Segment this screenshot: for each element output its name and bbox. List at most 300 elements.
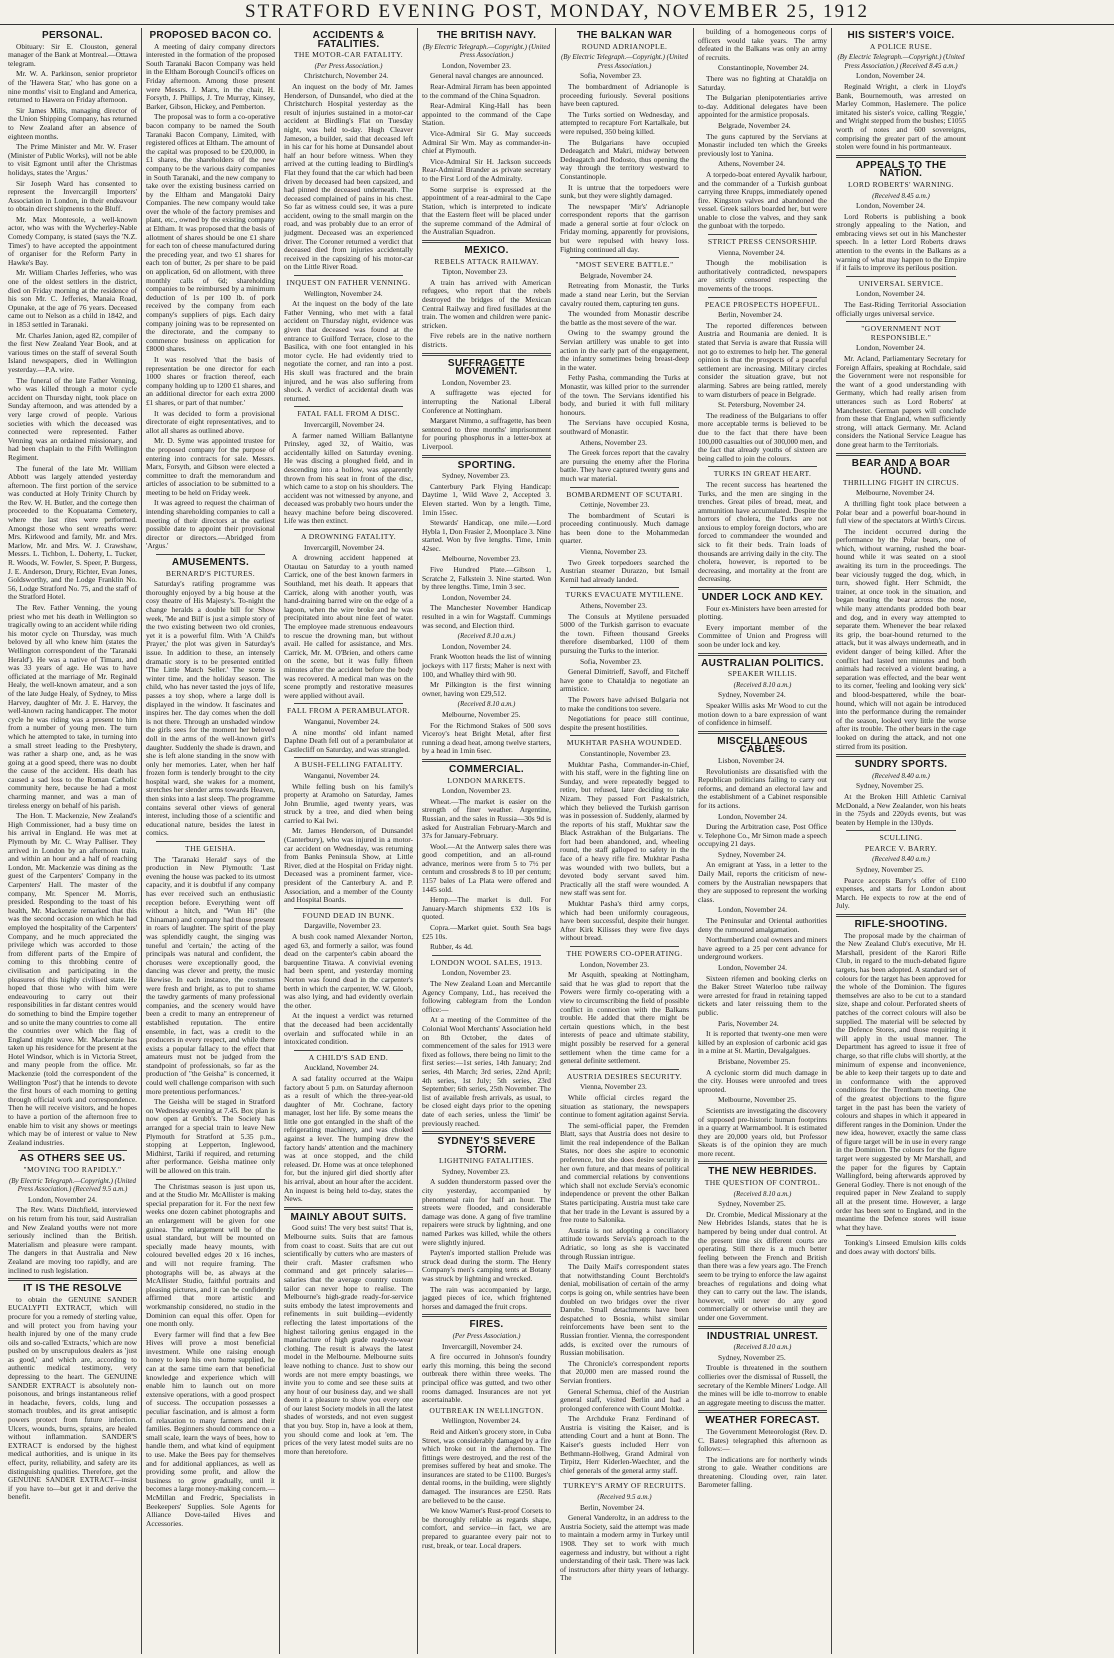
article-paragraph: Lord Roberts is publishing a book strongly appealing to the Nation, and embracing views set out in his Manchester speech. In a letter Lord Roberts draws attention to the events in the Balkans as a warning of what may happen to the Empire if it fails to improve its perilous position. xyxy=(836,211,966,273)
article-paragraph: The guns captured by the Servians at Monastir included ten which the Greeks previously lost to Yanina. xyxy=(698,131,827,158)
article-paragraph: A meeting of dairy company directors interested in the formation of the proposed South Taranaki Bacon Company was held in the Eltham Borough Council's offices on Friday afternoon. Among those present were Messrs. J. Marx, in the chair, H. Forsyth, J. Phillips, J. Tre Murray, Kinsey, Barker, Gibson, Hickey, and Pemberton. xyxy=(146,41,275,111)
dateline: Sydney, November 23. xyxy=(442,471,510,481)
dateline: Athens, November 23. xyxy=(580,601,647,611)
article-paragraph: Rear-Admiral Jirram has been appointed to the command of the China Squadron. xyxy=(422,81,551,100)
article-headline: SUFFRAGETTE MOVEMENT. xyxy=(447,357,526,378)
article-paragraph: The Bulgarians have occupied Dedeagatch and Makri, midway between Dedeagatch and Rodosto, thus opening the way through the territory westward to Constantinople. xyxy=(560,137,689,181)
article-paragraph: There was no fighting at Chataldja on Saturday. xyxy=(698,73,827,92)
section-divider xyxy=(836,754,966,757)
article-paragraph: At a meeting of the Committee of the Colonial Wool Merchants' Association held on 8th October, the dates of commencement of the sales for 1913 were fixed as follows, there being no limit to the first series:—1st series, 14th January; 2nd series, 4th March; 3rd series, 22nd April; 4th series, 1st July; 5th series, 23rd September; 6th series, 25th November. The list of available fresh arrivals, as usual, to be closed eight days prior to the opening date of each series, unless the 'limit' be previously reached. xyxy=(422,1015,551,1128)
article-headline: INDUSTRIAL UNREST. xyxy=(706,1330,819,1342)
article-paragraph: The semi-official paper, the Fremden Blatt, says that Austria does not desire to limit the real independence of the Balkan States, nor does she aspire to economic preference, but she does desire security in her own future, and that means of political and commercial relations by conventions which shall not exclude Servia's economic independence or prevent the other Balkan States participating. Austria must take care that her trade in the Levant is assured by a free route to Salonika. xyxy=(560,1120,689,1225)
dateline: London, November 24. xyxy=(856,201,925,211)
article-headline: BEAR AND A BOAR HOUND. xyxy=(851,457,951,478)
article-subheading: SCULLING. xyxy=(879,833,923,843)
dateline: London, November 23. xyxy=(442,968,511,978)
article-paragraph: The Archduke Franz Ferdinand of Austria is visiting the Kaiser, and is attending Court and a hunt at Bonn. The Kaiser's guests included Herr von Bethmann-Hollweg, Grand Admiral von Tirpitz, Herr Kiderlen-Waechter, and the chief generals of the general army staff. xyxy=(560,1414,689,1475)
masthead: STRATFORD EVENING POST, MONDAY, NOVEMBER 25, 1912 xyxy=(0,0,1114,25)
column-5 xyxy=(556,28,694,1654)
dateline: Athens, November 23. xyxy=(580,437,647,447)
article-subheading: FOUND DEAD IN BUNK. xyxy=(302,910,395,920)
article-subheading: ROUND ADRIANOPLE. xyxy=(581,41,668,51)
dateline: London, November 24. xyxy=(442,641,511,651)
article-subheading: A POLICE RUSE. xyxy=(869,41,933,51)
article-paragraph: Mr. James Henderson, of Dunsandel (Canterbury), who was injured in a motor-car accident on Wednesday, was returning from Banks Peninsula Show, at Little River, died at the Hospital on Friday night. Deceased was a prominent farmer, vice-president of the Canterbury A. and P. Association, and a member of the County and Hospital Boards. xyxy=(284,826,413,905)
article-paragraph: The East-Riding Territorial Association officially urges universal service. xyxy=(836,300,966,318)
article-paragraph: The Manchester November Handicap resulted in a win for Wagstaff. Cummings was second, and Election third. xyxy=(422,603,551,630)
section-divider xyxy=(284,1207,413,1210)
article-paragraph: Pearce accepts Barry's offer of £100 expenses, and starts for London about March. He expects to row at the end of July. xyxy=(836,875,966,911)
article-paragraph: Retreating from Monastir, the Turks made a stand near Lerin, but the Servian cavalry routed them, capturing ten guns. xyxy=(560,281,689,308)
newspaper-page xyxy=(4,28,1110,1654)
dateline: Athens, November 24. xyxy=(718,159,785,169)
dateline: Sydney, November 23. xyxy=(442,1166,510,1176)
article-headline: MEXICO. xyxy=(464,245,509,257)
press-credit: (Received 9.5 a.m.) xyxy=(597,1493,652,1502)
article-paragraph: At the inquest a verdict was returned that the deceased had been accidentally overlain and suffocated while in an intoxicated condition. xyxy=(284,1011,413,1047)
press-credit: (Received 8.40 a.m.) xyxy=(872,771,930,780)
article-paragraph: For the Richmond Stakes of 500 sovs Viceroy's heat Bright Metal, after first running a dead heat, among twelve starters, by a head in 1min 6sec. xyxy=(422,720,551,756)
article-paragraph: Canterbury Park Flying Handicap: Daytime 1, Wild Wave 2, Accepted 3. Eleven started. Won by a length. Time, 1min 15sec. xyxy=(422,481,551,517)
section-rule xyxy=(294,275,403,276)
section-rule xyxy=(570,946,679,947)
article-subheading: REBELS ATTACK RAILWAY. xyxy=(434,256,539,266)
article-paragraph: Mr. Charles Janion, aged 82, compiler of the first New Zealand Year Book, and at various times on the staff of several South Island newspapers, died in Wellington yesterday.—P.A. wire. xyxy=(8,330,137,374)
article-paragraph: Payten's imported stallion Prelude was struck dead during the storm. The Henry Company's men's camping tents at Botany was struck by lightning and wrecked. xyxy=(422,1248,551,1283)
article-paragraph: The Hon. T. Mackenzie, New Zealand's High Commissioner, had a busy time on his arrival in England. He was met at Plymouth by Mr. C. Wray Palliser. They arrived in London by an afternoon train, and within an hour and a half of reaching London, Mr. Mackenzie was dining as the guest of the Carpenters' Company in the Carpenters' Hall. The master of the company, Mr. Spencer M. Morris, presided. Responding to the toast of his health, Mr. Mackenzie remarked that this was the second occasion on which he had employed the hospitality of the Carpenters' Company, and he much appreciated the privilege which was accorded to those from different parts of the Empire of coming to this throbbing centre of civilisation and participating in the pleasures of this highly civilised state. He hoped that those who with him were endeavouring to carry out their responsibilities in far distant centres would do something to bind the Empire together and so unite the many countries to come all the countries over which the flag of England might wave. Mr. Mackenzie has taken up his residence for the present at the Hotel Windsor, which is in Victoria Street, and many people from the office. Mr. Mackenzie (told the correspondent of the Wellington 'Post') that he intends to devote the first hours of each morning to getting through official work and correspondence. Then he will receive visitors, and he hopes to have a portion of the afternoon free to enable him to visit any shows or meetings which may be of interest or value to New Zealand industries. xyxy=(8,811,137,1147)
column-3 xyxy=(280,28,418,1654)
section-rule xyxy=(294,908,403,909)
article-subheading: PEACE PROSPECTS HOPEFUL. xyxy=(704,299,821,309)
dateline: Cettinje, November 23. xyxy=(580,500,650,510)
press-credit: (Per Press Association.) xyxy=(314,61,383,70)
section-rule xyxy=(708,234,817,235)
article-paragraph: Vice-Admiral Sir H. Jackson succeeds Rear-Admiral Brander as private secretary to the First Lord of the Admiralty. xyxy=(422,156,551,183)
section-rule xyxy=(570,1478,679,1479)
article-paragraph: Every farmer will find that a few Bee Hives will prove a most beneficial investment. While one raising enough honey to keep his own home supplied, he can at the same time earn that beneficial knowledge and experience which will enable him to launch out on more extensive operations, with a good prospect of success. The occupation possesses a peculiar fascination, and is almost a form of relaxation to many farmers and their families. Beginners should commence on a small scale, learn the ways of bees, how to handle them, and what kind of equipment to use. Make the Bees pay for themselves and for additional appliances, as well as providing some profit, and allow the business to grow gradually, until it becomes a large money-making concern.—McMillan and Fredric, Specialists in Beekeepers' Supplies. Sole Agents for Alliance Dove-tailed Hives and Accessories. xyxy=(146,1329,275,1528)
article-subheading: "MOVING TOO RAPIDLY." xyxy=(23,1165,122,1174)
dateline: Melbourne, November 24. xyxy=(856,488,935,498)
article-paragraph: Mr. W. A. Parkinson, senior proprietor of the 'Hawera Star,' who has gone on a nine months' visit to England and America, returned to Hawera on Friday afternoon. xyxy=(8,69,137,105)
dateline: Constantinople, November 23. xyxy=(580,748,671,758)
dateline: Sydney, November 25. xyxy=(856,781,924,791)
column-6 xyxy=(694,28,832,1654)
article-paragraph: A torpedo-boat entered Ayvalik harbour, and the commander of a Turkish gunboat carrying three Krupps, immediately opened fire. Kingston valves and abandoned the vessel. Greek sailors boarded her, but were unable to close the valves, and they sank the gunboat with the torpedo. xyxy=(698,169,827,231)
article-paragraph: It is reported that twenty-one men were killed by an explosion of carbonic acid gas in a mine at St. Martin, Devalgalgues. xyxy=(698,1029,827,1056)
article-paragraph: Revolutionists are dissatisfied with the Republican politicians failing to carry out reforms, and demand an electoral law and the establishment of a Cabinet responsible for its actions. xyxy=(698,766,827,810)
article-headline: AUSTRALIAN POLITICS. xyxy=(701,657,824,669)
article-subheading: THE QUESTION OF CONTROL. xyxy=(704,1178,821,1188)
article-headline: COMMERCIAL. xyxy=(449,763,524,775)
article-paragraph: Mr. Max Montesole, a well-known actor, who was with the Wycherley-Nable Comedy Company, is stated (says the 'N.Z. Times') to have accepted the appointment of organiser for the Reform Party in Hawke's Bay. xyxy=(8,214,137,267)
article-paragraph: A cyclonic storm did much damage in the city. Houses were unroofed and trees uprooted. xyxy=(698,1067,827,1094)
article-paragraph: The bombardment of Scutari is proceeding continuously. Much damage has been done to the Mohammedan quarter. xyxy=(560,510,689,546)
article-subheading: STRICT PRESS CENSORSHIP. xyxy=(707,237,818,247)
article-paragraph: An emigrant at Yass, in a letter to the Daily Mail, reports the criticism of new-comers by the Australian newspapers that they are supposed to represent the working class. xyxy=(698,860,827,904)
press-credit: (Received 8.10 a.m.) xyxy=(733,1343,792,1352)
article-paragraph: A drowning accident happened at Otautau on Saturday to a youth named Carrick, one of the best known farmers in Southland, met his death. It appears that Carrick, along with another youth, was hand-draining barred wire on the edge of a lagoon, when the wire broke and he was precipitated into about nine feet of water. The employee made strenuous endeavours to rescue the drowning man, but without avail. He called for assistance, and Mrs. Carrick, Mr. M. O'Brien, and others came on the scene, but it was fully fifteen minutes after the accident before the body was recovered. A medical man was on the scene promptly and restorative measures were applied without avail. xyxy=(284,553,413,700)
section-divider xyxy=(422,240,551,243)
section-rule xyxy=(570,487,679,488)
dateline: Wellington, November 24. xyxy=(304,288,383,298)
article-paragraph: Scientists are investigating the discovery of supposed pre-historic human footprints in a quarry at Warrnambool. It is estimated they are 20,000 years old, but Professor Skeats is of the opinion they are much more recent. xyxy=(698,1105,827,1158)
article-paragraph: Northumberland coal owners and miners have agreed to a 25 per cent advance for underground workers. xyxy=(698,935,827,962)
press-credit: (By Electric Telegraph.—Copyright.) (United Press Association.) xyxy=(560,53,689,70)
article-paragraph: Obituary: Sir E. Clouston, general manager of the Bank at Montreal.—Ottawa telegram. xyxy=(8,41,137,68)
article-subheading: LIGHTNING FATALITIES. xyxy=(439,1156,534,1166)
article-paragraph: During the Arbitration case, Post Office v. Telephone Co., Mr Simon made a speech occupying 21 days. xyxy=(698,822,827,849)
article-paragraph: The newspaper 'Mir's' Adrianople correspondent reports that the garrison made a general sortie at four o'clock on Friday morning, apparently for provisions, but were repulsed with heavy loss. Fighting continued all day. xyxy=(560,201,689,254)
article-headline: SYDNEY'S SEVERE STORM. xyxy=(437,1136,536,1156)
dateline: London, November 24. xyxy=(718,963,787,972)
article-subheading: OUTBREAK IN WELLINGTON. xyxy=(429,1405,544,1415)
dateline: Invercargill, November 24. xyxy=(442,1341,523,1351)
section-divider xyxy=(8,1278,137,1281)
dateline: Christchurch, November 24. xyxy=(304,71,389,81)
article-paragraph: Reid and Aitken's grocery store, in Cuba Street, was considerably damaged by a fire which broke out in the afternoon. The fittings were destroyed, and the rest of the premises suffered by heat and smoke. The insurances are stated to be £1100. Burges's dental rooms, in the building, were slightly damaged. The insurances are £250. Rats are believed to be the cause. xyxy=(422,1426,551,1505)
section-rule xyxy=(708,466,817,467)
section-divider xyxy=(422,353,551,356)
section-rule xyxy=(708,297,817,298)
press-credit: (Received 8.45 a.m.) xyxy=(872,191,930,200)
section-rule xyxy=(570,587,679,588)
section-rule xyxy=(846,321,956,322)
article-paragraph: General Schemua, chief of the Austrian general staff, visited Berlin and had a prolonged conference with Count Moltke. xyxy=(560,1386,689,1413)
article-subheading: SPEAKER WILLIS. xyxy=(727,669,798,679)
article-paragraph: The recent success has heartened the Turks, and the men are singing in the trenches. Great piles of bread, meat, and ammunition have accumulated. Despite the horrors of cholera, the Turks are not anxious to employ foreign doctors, who are forced to commandeer the wounded and sick to fit their beds. Train loads of thousands are arriving daily in the city. The cholera, however, is reported to be decreasing, and mortality at the front are decreasing. xyxy=(698,479,827,584)
article-headline: PROPOSED BACON CO. xyxy=(149,30,272,41)
section-rule xyxy=(156,1179,265,1180)
article-paragraph: General naval changes are announced. xyxy=(430,71,544,81)
dateline: St. Petersburg, November 24. xyxy=(718,400,806,410)
article-paragraph: The indications are for northerly winds strong to gale. Weather conditions are threatening. Clouding over, rain later. Barometer falling. xyxy=(698,1454,827,1490)
article-paragraph: The reported differences between Austria and Roumania are denied. It is stated that Servia is aware that Russia will not go to extremes to help her. The general opinion is that the prospects of a peaceful settlement are increasing. Military circles consider the situation grave, but not alarming. Sabres are being rattled, merely to warn disturbers of peace in Belgrade. xyxy=(698,320,827,399)
dateline: Auckland, November 24. xyxy=(304,1063,379,1073)
dateline: Vienna, November 23. xyxy=(580,547,647,557)
article-headline: WEATHER FORECAST. xyxy=(705,1415,820,1427)
press-credit: (Received 8.10 a.m.) xyxy=(733,680,792,689)
article-subheading: AUSTRIA DESIRES SECURITY. xyxy=(566,1071,683,1081)
dateline: London, November 24. xyxy=(28,1194,97,1204)
dateline: Wellington, November 24. xyxy=(442,1416,521,1426)
column-1 xyxy=(4,28,142,1654)
article-paragraph: The Consuls at Mytilene persuaded 5000 of the Turkish garrison to evacuate the town. Fifteen thousand Greeks therefore disembarked, 1100 of them pursuing the Turks to the interior. xyxy=(560,611,689,655)
dateline: Vienna, November 23. xyxy=(580,1082,647,1092)
article-paragraph: We know Warner's Rust-proof Corsets to be thoroughly reliable as regards shape, comfort, and service—in fact, we are prepared to guarantee every pair not to rust, break, or tear. Local drapers. xyxy=(422,1506,551,1550)
article-paragraph: An inquest on the body of Mr. James Henderson, of Dunsandel, who died at the Christchurch Hospital yesterday as the result of injuries sustained in a motor-car accident at Birdling's Flat on Tuesday night, was held to-day. Hugh Cleaver Jameson, a builder, said that deceased left in his car for his home at Dunsandel about half an hour before witness. When they arrived at the cutting leading to Birdling's Flat they found that the car which had been driven by deceased had been capsized, and had pinned the deceased underneath. The deceased complained of pains in his chest. So far as witness could see, it was a pure accident, owing to the small margin on the road, and was probably due to an error of judgment. Deceased was an experienced driver. The Coroner returned a verdict that deceased died from injuries accidentally received in the capsizing of his motor-car on the Little River Road. xyxy=(284,81,413,272)
article-subheading: "GOVERNMENT NOT RESPONSIBLE." xyxy=(861,324,941,342)
article-paragraph: A nine months' old infant named Daphne Death fell out of a perambulator at Castlecliff on Saturday, and was strangled. xyxy=(284,727,413,754)
article-paragraph: Sixteen rifemen and booking clerks on the Baker Street Waterloo tube railway were arrested for fraud in retaining tapped tickets and later reissuing them to the public. xyxy=(698,973,827,1017)
article-paragraph: At the inquest on the body of the late Father Venning, who met with a fatal accident on Thursday night, evidence was given that deceased was found at the entrance to Guilford Terrace, close to the Basilica, with one foot entangled in his motor cycle. He had evidently tried to negotiate the corner, and ran into a post. His skull was fractured and the brain injured, and he was also suffering from shock. A verdict of accidental death was returned. xyxy=(284,299,413,403)
article-paragraph: It was agreed to request the chairman of intending shareholding companies to call a meeting of their directors at the earliest possible date to appoint their provisional director or directors.—Abridged from 'Argus.' xyxy=(146,498,275,551)
article-paragraph: A thrilling fight took place between a Polar bear and a powerful boar-hound in full view of the spectators at Wirth's Circus. xyxy=(836,498,966,526)
dateline: Berlin, November 24. xyxy=(718,310,783,320)
article-subheading: FATAL FALL FROM A DISC. xyxy=(297,409,400,419)
article-paragraph: At the Broken Hill Athletic Carnival McDonald, a New Zealander, won his heats in the 75yds and 220yds events, but was beaten by Hemple in the 130yds. xyxy=(836,791,966,827)
article-paragraph: General Vanderoltz, in an address to the Austria Society, said the attempt was made to maintain a modern army in Turkey until 1908. They set to work with much eagerness and industry, but without a right understanding of their task. There was lack of instructors after thirty years of lethargy. The xyxy=(560,1513,689,1583)
section-divider xyxy=(422,1131,551,1134)
dateline: Dargaville, November 23. xyxy=(304,921,382,931)
article-subheading: UNIVERSAL SERVICE. xyxy=(858,278,944,288)
article-subheading: LONDON MARKETS. xyxy=(447,775,526,785)
section-rule xyxy=(846,276,956,277)
article-subheading: LORD ROBERTS' WARNING. xyxy=(848,179,954,189)
article-subheading: A CHILD'S SAD END. xyxy=(308,1052,389,1062)
dateline: London, November 23. xyxy=(580,959,649,969)
dateline: Paris, November 24. xyxy=(718,1018,779,1028)
article-headline: THE BRITISH NAVY. xyxy=(436,30,537,41)
article-subheading: PEARCE V. BARRY. xyxy=(864,843,938,853)
article-paragraph: The Rev. Father Venning, the young priest who met his death in Wellington so tragically owing to an accident while riding his motor cycle on Thursday, was much beloved by all who knew him (states the Wellington correspondent of the 'Taranaki Herald'). He was a native of Timaru, and was 33 years of age. He was to have officiated at the marriage of Mr. Reginald Healy, the well-known amateur, and a son of the late Judge Healy, of Sydney, to Miss Harvey, daughter of Mr. J. E. Harvey, the well-known racing handicapper. The motor cycle he was riding was a present to him from a number of young men. The turn which he attempted to take, in turning into a small street leading to the Presbytery, was rather a sharp one, and, as he was going at a good speed, there was no doubt the cause of the accident. His death has caused a sad loss to the Roman Catholic community here, because he had a most charming manner, and was a man of tireless energy on behalf of his parish. xyxy=(8,603,137,810)
article-subheading: THRILLING FIGHT IN CIRCUS. xyxy=(842,477,960,487)
dateline: London, November 23. xyxy=(442,60,511,70)
dateline: London, November 24. xyxy=(856,71,925,81)
article-headline: MAINLY ABOUT SUITS. xyxy=(290,1211,407,1223)
article-subheading: INQUEST ON FATHER VENNING. xyxy=(286,278,411,288)
article-paragraph: Hemp.—The market is dull. For January-March shipments £32 10s is quoted. xyxy=(422,895,551,922)
article-paragraph: The proposal made by the chairman of the New Zealand Club's executive, Mr H. Marshall, president of the Karori Rifle Club, in regard to the much-debated figure targets, has been adopted. A standard set of colours for the target has been approved for the whole of the Dominion. The figures themselves are also to be cut to a standard size, shape and colour. Perforated sheets of patches of the correct colours will also be supplied. The material will be selected by the Defence Stores, and those requiring it will apply in the usual manner. The Department has agreed to issue it free of charge, so that rifle clubs will shortly, at the minimum of expense and inconvenience, be able to keep their targets up to date and in conformance with the approved conditions for the Trentham meeting. One of the greatest objections to the figure target in the past has been the variety of colours and shapes in which it appeared in different ranges in the Dominion. Under the new idea, however, exactly the same class of figure target will be in use in every range in the Dominion. The colours for the figure target were suggested by Mr Marshall, and the paper for the figures by Captain Wallingford, being afterwards approved by General Godley. There is not enough of the required paper in New Zealand to supply all at the present time. However, a large order has been sent to England, and in the meantime the Defence stores will issue what they have. xyxy=(836,930,966,1232)
article-subheading: TURKS IN GREAT HEART. xyxy=(713,469,812,479)
dateline: Wanganui, November 24. xyxy=(304,716,380,726)
article-subheading: A DROWNING FATALITY. xyxy=(300,532,397,542)
dateline: Melbourne, November 25. xyxy=(718,1095,797,1105)
article-subheading: BOMBARDMENT OF SCUTARI. xyxy=(566,489,683,499)
article-paragraph: The 'Taranaki Herald' says of the production in New Plymouth: 'Last evening the house was packed to its utmost capacity, and it is doubtful if any company has ever received such an enthusiastic reception before. Everything went off without a hitch, and "Wun Hi" (the Chinaman) and company had those present in roars of laughter. The spirit of the play was splendidly caught, the singing was tuneful and 'certain,' the acting of the principals was natural and confident, the choruses were exceptionally good, the dancing was clever and pretty, the music likewise. In each instance, the costumes were fresh and bright, as to put to shame the tawdry garments of many professional companies, and the scenery would have been a credit to many an entrepreneur of established reputation. The entire ensemble, in fact, was a credit to the producers in every respect, and while there exists a popular fallacy to the effect that amateurs must not be judged from the standpoint of professionals, so far as the production of "the Geisha" is concerned, it could well challenge comparison with such more pretentious performances.' xyxy=(146,854,275,1096)
article-paragraph: Mukhtar Pasha's third army corps, which had been uniformly courageous, have been successful, despite their hunger. After Kirk Kilisses they were five days without bread. xyxy=(560,899,689,943)
article-paragraph: A train has arrived with American refugees, who report that the rebels destroyed the bridges of the Mexican Central Railway and fired fusillades at the train. The women and children were panic-stricken. xyxy=(422,277,551,330)
article-paragraph: Copra.—Market quiet. South Sea bags £25 10s. xyxy=(422,923,551,941)
article-paragraph: Fethy Pasha, commanding the Turks at Monastir, was killed prior to the surrender of the town. The Servians identified his body, and buried it with full military honours. xyxy=(560,373,689,417)
dateline: Belgrade, November 24. xyxy=(580,270,653,280)
dateline: Sydney, November 25. xyxy=(718,1352,786,1362)
press-credit: (Per Press Association.) xyxy=(452,1331,521,1340)
dateline: Sydney, November 24. xyxy=(718,849,786,859)
press-credit: (By Electric Telegraph.—Copyright.) (United Press Association.) xyxy=(422,42,551,60)
article-paragraph: It was resolved 'that the basis of representation be one director for each 1000 shares or fraction thereof, each company holding up to 1200 £1 shares, and an additional director for each extra 2000 £1 shares, or part of that number.' xyxy=(146,354,275,407)
article-paragraph: Five rebels are in the native northern districts. xyxy=(422,331,551,349)
section-divider xyxy=(698,587,827,590)
dateline: Invercargill, November 24. xyxy=(304,542,385,552)
article-paragraph: Mr Pilkington is the first winning owner, having won £29,512. xyxy=(422,680,551,698)
article-paragraph: The Greek forces report that the cavalry are pursuing the enemy after the Florina battle. They have captured twenty guns and much war material. xyxy=(560,448,689,483)
dateline: Invercargill, November 24. xyxy=(304,419,385,429)
section-divider xyxy=(836,453,966,456)
article-paragraph: The Christmas season is just upon us, and at the Studio Mr. McAllister is making special preparation for it. For the next few weeks one dozen cabinet photographs and an enlargement will be given for one guinea. The enlargement will be of the usual standard, but will be mounted on specially made heavy mounts, with coloured bevelled edges 20 x 16 inches, and will not require framing. The photographs will be, as always at the McAllister Studio, faithful portraits and pleasing pictures, and it can be confidently affirmed that more artistic and workmanship considered, no studio in the Dominion can equal this offer. Open for one month only. xyxy=(146,1181,275,1329)
dateline: Brisbane, November 25. xyxy=(718,1056,791,1066)
article-subheading: TURKS EVACUATE MYTILENE. xyxy=(565,590,684,600)
dateline: Berlin, November 24. xyxy=(580,1502,645,1512)
section-divider xyxy=(836,155,966,158)
press-credit: (Received 8.10 a.m.) xyxy=(457,632,516,641)
article-paragraph: The Turks sortied on Wednesday, and attempted to recapture Fort Kartalkale, but were repulsed, 350 being killed. xyxy=(560,109,689,136)
article-paragraph: Stewards' Handicap, one mile.—Lord Hybla 1, Don Frasier 2, Moonplace 3. Nine started. Won by five lengths. Time, 1min 42sec. xyxy=(422,518,551,553)
section-divider xyxy=(698,1161,827,1164)
dateline: Belgrade, November 24. xyxy=(718,120,791,130)
article-paragraph: Negotiations for peace still continue, despite the present hostilities. xyxy=(560,714,689,732)
press-credit: (By Electric Telegraph.—Copyright.) (United Press Association.) (Received 9.5 a.m.) xyxy=(8,1176,137,1194)
article-subheading: THE GEISHA. xyxy=(185,844,236,854)
dateline: London, November 24. xyxy=(856,343,925,353)
article-headline: FIRES. xyxy=(469,1319,504,1331)
section-rule xyxy=(294,406,403,407)
article-headline: AS OTHERS SEE US. xyxy=(19,1153,126,1165)
article-paragraph: The Daily Mail's correspondent states that notwithstanding Count Berchtold's denial, mobilisation of certain of the army corps is going on, while sentries have been doubled on two bridges over the river Danube. Small detachments have been despatched to Bosnia, whilst similar reinforcements have been sent to the Russian frontier. Vienna, the correspondent adds, is excited over the rumours of Russian mobilisation. xyxy=(560,1262,689,1358)
article-paragraph: Sir James Mills, managing director of the Union Shipping Company, has returned to New Zealand after an absence of eighteen months. xyxy=(8,105,137,141)
article-paragraph: The Peninsular and Oriental authorities deny the rumoured amalgamation. xyxy=(698,916,827,934)
article-headline: MISCELLANEOUS CABLES. xyxy=(717,735,808,756)
article-paragraph: While felling bush on his family's property at Aramoho on Saturday, James John Brumlie, aged twenty years, was struck by a tree, and died when being carried to Kai Iwi. xyxy=(284,781,413,825)
section-divider xyxy=(422,759,551,762)
column-4 xyxy=(418,28,556,1654)
article-paragraph: Wool.—At the Antwerp sales there was good competition, and an all-round advance, merinos were from 5 to 7½ per centum and crossbreds 8 to 10 per centum; 1157 bales of La Plata were offered and 1445 sold. xyxy=(422,841,551,894)
section-rule xyxy=(294,529,403,530)
article-paragraph: The rain was accompanied by large, jagged pieces of ice, which frightened horses and damaged the fruit crops. xyxy=(422,1284,551,1311)
article-paragraph: Owing to the swampy ground the Servian artillery was unable to get into action in the early part of the engagement, the infantry sometimes being breast-deep in the water. xyxy=(560,328,689,372)
article-paragraph: The Geisha will be staged in Stratford on Wednesday evening at 7.45. Box plan is now open at Grubb's. The Society has arranged for a special train to leave New Plymouth for Stratford at 5.35 p.m., stopping at Lepperton, Inglewood, Midhirst, Tariki if required, and returning after performance. Geisha matinee only will be allowed on this train. xyxy=(146,1097,275,1175)
article-paragraph: The New Zealand Loan and Mercantile Agency Company, Ltd., has received the following cablegram from the London office:— xyxy=(422,979,551,1014)
article-paragraph: Good suits! The very best suits! That is, Melbourne suits. Suits that are famous from coast to coast. Suits that are cut out scientifically by cutters who are masters of their craft. Master craftsmen who command and get princely salaries—salaries that the average country custom tailor can never hope to realise. The Melbourne's high-grade ready-for-service suits embody the latest improvements and refinements in suit building—evidently reflecting the latest importations of the highest tailoring genius engaged in the manufacture of high grade ready-to-wear clothing. The result is always the latest model in the Melbourne. Melbourne suits leave nothing to chance. Just to show our words are not mere empty boastings, we invite you to come and see these suits at any hour of our business day, and we shall deem it a pleasure to show you every one of our latest Society models in all the latest shades of worsteds, and not even suggest that you buy. Stop in, have a look at them, you should come and look at 'em. The prices of the very latest model suits are no more than heretofore. xyxy=(284,1223,413,1456)
article-paragraph: Dr. Crombie, Medical Missionary at the New Hebrides Islands, states that he is hampered by being under dual control. At the present time six different courts are operating. Still there is a much better feeling between the French and British than there was a few years ago. The French seem to be trying to enforce the law against breaches of regulations and doing what they can to carry out the law. The islands, however, will never do any good commercially or otherwise until they are under one Government. xyxy=(698,1209,827,1322)
article-paragraph: Four ex-Ministers have been arrested for plotting. xyxy=(698,603,827,622)
article-paragraph: Rear-Admiral King-Hall has been appointed to the command of the Cape Station. xyxy=(422,101,551,128)
article-paragraph: to obtain the GENUINE SANDER EUCALYPTI EXTRACT, which will procure for you a remedy of sterling value, and will protect you from having your health injured by one of the many crude oils and so-called 'Extracts,' which are now pushed on by unscrupulous dealers as 'just as good,' and which are, according to authentic medical testimony, very depressing to the heart. The GENUINE SANDER EXTRACT is absolutely non-poisonous, and brings instantaneous relief in headache, fevers, colds, lung and stomach troubles, and its great antiseptic powers protect from future infection. Ulcers, wounds, burns, sprains, are healed without inflammation. SANDER'S EXTRACT is endorsed by the highest medical authorities, and is unique in its effect, purity, reliability, and safety are its distinguishing qualities. Therefore, get the GENUINE SANDER EXTRACT—insist if you have to—but get it and derive the benefit. xyxy=(8,1294,137,1502)
dateline: Wanganui, November 24. xyxy=(304,770,380,780)
article-paragraph: The Chronicle's correspondent reports that 20,000 men are massed round the Servian frontiers. xyxy=(560,1358,689,1385)
section-divider xyxy=(422,1314,551,1317)
article-paragraph: The Powers have advised Bulgaria not to make the conditions too severe. xyxy=(560,694,689,713)
article-paragraph: The Rev. Watts Ditchfield, interviewed on his return from his tour, said Australian and New Zealand youths were not more seriously inclined than the British. Materialism and pleasure were rampant. The dangers in that Australia and New Zealand are moving too rapidly, and are inclined to rush legislation. xyxy=(8,1205,137,1275)
article-subheading: MUKHTAR PASHA WOUNDED. xyxy=(566,738,683,748)
section-rule xyxy=(846,1235,956,1236)
dateline: Lisbon, November 24. xyxy=(718,755,785,765)
section-rule xyxy=(570,1069,679,1070)
article-paragraph: Mr. D. Syme was appointed trustee for the proposed company for the purpose of entering into contracts for sale. Messrs. Marx, Forsyth, and Gibson were elected a committee to draft the memorandum and articles of association to be submitted to a meeting to be held on Friday week. xyxy=(146,436,275,497)
article-headline: APPEALS TO THE NATION. xyxy=(855,159,947,180)
article-paragraph: Frank Wootton heads the list of winning jockeys with 117 firsts; Maher is next with 100, and Whalley third with 90. xyxy=(422,652,551,679)
article-headline: UNDER LOCK AND KEY. xyxy=(701,592,824,604)
dateline: London, November 23. xyxy=(442,786,511,796)
dateline: Melbourne, November 23. xyxy=(442,554,521,564)
article-paragraph: Five Hundred Plate.—Gibson 1, Scratche 2, Falkstein 3. Nine started. Won by three lengths. Time, 1min 3 sec. xyxy=(422,565,551,592)
dateline: London, November 24. xyxy=(856,289,925,299)
article-paragraph: General Dimitrieff, Savoff, and Fitcheff have gone to Chataldja to negotiate an armistice. xyxy=(560,667,689,694)
section-rule xyxy=(570,735,679,736)
section-rule xyxy=(156,554,265,555)
article-subheading: A BUSH-FELLING FATALITY. xyxy=(294,760,403,770)
article-paragraph: While official circles regard the situation as stationary, the newspapers continue to foment agitation against Servia. xyxy=(560,1092,689,1120)
article-paragraph: The funeral of the late Father Venning, who was killed through a motor cycle accident on Thursday night, took place on Sunday afternoon, and was attended by a very large crowd of people. Various societies with which the deceased was connected were represented. Father Venning was an ordained missionary, and had been chaplain to the Fifth Wellington Regiment. xyxy=(8,375,137,462)
article-paragraph: Mr. Acland, Parliamentary Secretary for Foreign Affairs, speaking at Rochdale, said the Government were not responsible for the want of a good understanding with Germany, which had really arisen from utterances such as Lord Roberts' at Manchester. German papers will conclude from these that England, when sufficiently strong, will attack Germany. Mr. Acland considers the National Service League has done great harm to the Territorials. xyxy=(836,354,966,449)
article-paragraph: Two Greek torpedoers searched the Austrian steamer Durazzo, but Ismail Kemil had already landed. xyxy=(560,557,689,584)
article-subheading: FALL FROM A PERAMBULATOR. xyxy=(287,706,410,716)
section-divider xyxy=(698,731,827,734)
article-paragraph: The bombardment of Adrianople is proceeding furiously. Several positions have been captured. xyxy=(560,81,689,109)
article-paragraph: Speaker Willis asks Mr Wood to cut the motion down to a bare expression of want of confidence in himself. xyxy=(698,700,827,728)
article-paragraph: It was decided to form a provisional directorate of eight representatives, and to allot all shares as outlined above. xyxy=(146,408,275,435)
article-paragraph: A bush cook named Alexander Norton, aged 63, and formerly a sailor, was found dead on the carpenter's cabin aboard the barquentine Titawa. A convivial evening had been spent, and yesterday morning Norton was found dead in the carpenter's berth in which the carpenter, W. W. Gloob, was also lying, and had evidently overlain the other. xyxy=(284,932,413,1010)
press-credit: (Received 8.10 a.m.) xyxy=(733,1189,792,1198)
article-paragraph: Mr Asquith, speaking at Nottingham, said that he was glad to report that the Powers were firmly co-operating with a view to circumscribing the field of possible conflict in connection with the Balkans trouble. He added that there might be certain questions which, in the best interests of peace and ultimate stability, might possibly be reserved for a general settlement when the time came for a general definite settlement. xyxy=(560,970,689,1066)
article-paragraph: Mukhtar Pasha, Commander-in-Chief, with his staff, were in the fighting line on Sunday, and were repeatedly begged to retire, but refused, later deciding to take Nizam. They passed Fort Paskalstrich, which they believed the Turkish garrison was in possession of. Suddenly, alarmed by the reports of his staff, Mukhtar saw the Black Astrakhan of the Bulgarians. The fort had been abandoned, and, wheeling round, the staff galloped to safety in the face of a heavy rifle fire. Mukhtar Pasha was wounded with two bullets, but a devoted body servant saved him. Practically all the staff were wounded. A new staff was sent for. xyxy=(560,759,689,898)
article-subheading: "MOST SEVERE BATTLE." xyxy=(575,260,674,270)
article-paragraph: Vice-Admiral Sir G. May succeeds Admiral Sir Wm. May as commander-in-chief at Plymouth. xyxy=(422,128,551,156)
dateline: Sydney, November 25. xyxy=(718,1199,786,1209)
article-paragraph: The Government Meteorologist (Rev. D. C. Bates) telegraphed this afternoon as follows:— xyxy=(698,1426,827,1454)
section-rule xyxy=(570,257,679,258)
article-subheading: THE MOTOR-CAR FATALITY. xyxy=(293,50,404,60)
section-divider xyxy=(698,653,827,656)
dateline: Tipton, November 23. xyxy=(442,267,508,277)
section-divider xyxy=(836,914,966,917)
article-paragraph: The incident occurred during the performance by the Polar bears, one of which, without warning, rushed the boar-hound while it was seated on a stool awaiting its turn in the proceedings. The bear viciously tugged the dog, which, in turn, showed fight. Herr Schmidt, the trainer, at once took in the situation, and began beating the bear across the nose, while many attendants prodded both bear and dog, and in every way attempted to separate them. Whenever the bear relaxed its grip, the boar-hound returned to the attack, but it was always underneath, and in evident danger of being killed. After the conflict had lasted ten minutes and both animals had received a violent beating, a separation was effected, and the bear went to its corner, 'feeling and looking very sick' and blood-bespattered, while the boar-hound, which will not again be introduced into the performance during the remainder of the season, looked very little the worse after its trouble. The other bears in the cage looked on during the attack, and not one stirred from its position. xyxy=(836,526,966,751)
dateline: Sydney, November 25. xyxy=(856,865,924,875)
article-headline: SUNDRY SPORTS. xyxy=(854,759,948,771)
article-paragraph: The funeral of the late Mr. William Abbott was largely attended yesterday afternoon. The first portion of the service was conducted at Holy Trinity Church by the Rev. W. H. Butler, and the cortege then proceeded to the Kopuatama Cemetery, where the last rites were performed. Amongst those who sent wreaths were: Mrs. Kirkwood and family, Mr. and Mrs. Marlow, Mr. and Mrs. W. J. Crawshaw, Messrs. L. Tichbon, L. Doherty, L. Tucker, R. Woods, W. Fowler, S. Speer, P. Burgess, J. E. Anderson, Drury, Richter, Evan Jones, Goldsworthy, and the Lodge Franklin No. 56, Lodge Stratford No. 75, and the staff of the Stratford Hotel. xyxy=(8,463,137,602)
article-headline: PERSONAL. xyxy=(41,30,104,41)
article-paragraph: Rubber, 4s 4d. xyxy=(430,942,473,952)
article-paragraph: Reginald Wright, a clerk in Lloyd's Bank, Bournemouth, was arrested on Marley Common, Haslemere. The police imitated his sister's voice, calling 'Reggie,' and Wright stepped from the bushes; £1055 worth of notes and 600 sovereigns, comprising the greater part of the amount stolen were found in his portmanteaux. xyxy=(836,81,966,152)
section-rule xyxy=(432,955,541,956)
article-headline: IT IS THE RESOLVE xyxy=(23,1283,122,1295)
section-rule xyxy=(18,1150,127,1151)
article-paragraph: A farmer named William Ballantyne Prinsley, aged 32, of Waitio, was accidentally killed on Saturday evening. He was discing a ploughed field, and in descending into a hollow, was apparently thrown from his seat in front of the disc, which came to a stop on his shoulders. The accident was not witnessed by anyone, and deceased was probably two hours under the heavy machine before being discovered. Life was then extinct. xyxy=(284,430,413,526)
article-paragraph: The readiness of the Bulgarians to offer more acceptable terms is believed to be due to the fact that there have been 100,000 casualties out of 300,000 men, and the fact that already youths of sixteen are being called to join the colours. xyxy=(698,410,827,463)
article-paragraph: The proposal was to form a co-operative bacon company to be named the South Taranaki Bacon Company, Limited, with registered offices at Eltham. The amount of the capital was proposed to be £20,000, in £1 shares, the shareholders of the new company to be the various dairy companies in South Taranaki, and the new company to take over the existing business carried on by the Eltham and Mangatoki Dairy Companies. The new company would take over the whole of the factory premises and plant, etc., owned by the existing company at Eltham. It was proposed that the basis of allotment of shares should be one £1 share for each ton of cheese manufactured during the preceding year, and two £1 shares for each ton of butter, 2s per share to be paid on application, 6d on allotment, with three monthly calls of 6d; shareholding companies to be reimbursed by a minimum deduction of 1s per 100 lb. of pork received by the company from each company's suppliers of pigs. Each dairy company joining was to be represented on the directorate, and the company to commence business on application for £8000 shares. xyxy=(146,112,275,354)
dateline: Melbourne, November 25. xyxy=(442,709,521,719)
article-paragraph: Wheat.—The market is easier on the strength of finer weather. Argentine, Russian, and the sales in Russia—30s 9d is asked for Australian February-March and 37s for January-February. xyxy=(422,796,551,841)
article-paragraph: building of a homogeneous corps of officers would take years. The army defeated in the Balkans was only an army of recruits. xyxy=(698,28,827,62)
article-headline: THE NEW HEBRIDES. xyxy=(708,1166,817,1178)
article-paragraph: Trouble is threatened in the southern collieries over the dismissal of Russell, the secretary of the Kemble Miners' Lodge. All the mines will be idle to-morrow to enable an aggregate meeting to discuss the matter. xyxy=(698,1363,827,1407)
section-divider xyxy=(698,1410,827,1413)
section-rule xyxy=(294,1050,403,1051)
article-paragraph: A sudden thunderstorm passed over the city yesterday, accompanied by phenomenal rain for half an hour. The streets were flooded, and considerable damage was done. A gang of five tramline repairers were struck by lightning, and one named Parkes was killed, while the others were slightly injured. xyxy=(422,1177,551,1247)
article-paragraph: The Servians have occupied Kosna, southward of Monastir. xyxy=(560,418,689,436)
column-2 xyxy=(142,28,280,1654)
article-subheading: LONDON WOOL SALES, 1913. xyxy=(430,957,543,967)
article-paragraph: Sir Joseph Ward has consented to represent the Invercargill Importers' Association in London, in their endeavour to obtain direct shipments to the Bluff. xyxy=(8,178,137,214)
article-paragraph: It is untrue that the torpedoers were sunk, but they were slightly damaged. xyxy=(560,182,689,201)
article-paragraph: A fire occurred in Johnson's foundry early this morning, this being the second outbreak there within three weeks. The principal office was gutted, and two other rooms damaged. Insurances are not yet ascertainable. xyxy=(422,1352,551,1405)
article-paragraph: Austria is not adopting a conciliatory attitude towards Servia's approach to the Adriatic, so long as she is vaccinated through Russian intrigue. xyxy=(560,1225,689,1261)
article-paragraph: Some surprise is expressed at the appointment of a rear-admiral to the Cape Station, which is interpreted to indicate that the Eastern fleet will be placed under the supreme command of the Admiral of the Australian Squadron. xyxy=(422,184,551,237)
dateline: Vienna, November 24. xyxy=(718,247,785,257)
article-paragraph: Saturday's ratifing programme was thoroughly enjoyed by a big house at the cosy theatre of His Majesty's. To-night the change heralds a double bill for Show week, 'Me and Bill' is just a simple story of the two existing between two old cronies, yet it is a powerful film. With 'A Child's Prayer,' the plot was given in Saturday's issue. In addition to these, an intensely dramatic story is to be presented entitled 'The Little Match Seller.' The scene is winter time, and the holiday season. The child, who has never tasted the joys of life, passes a toy shop, where a large doll is displayed in the window. It fascinates and inspires her. The day comes when the doll is not there. Through an unshaded window the girls sees for the moment her beloved doll in the arms of the well-known girl's daughter. Suddenly the shade is drawn, and she is left alone standing in the snow with only her memories. Later, when her half frozen form is tenderly brought to the city hospital ward, she wakes for a moment, stretches her slender arms towards Heaven, then sinks into a last sleep. The programme contains several other views of general interest, including those of a scientific and educational nature, besides the latest in comics. xyxy=(146,579,275,838)
article-subheading: BERNARD'S PICTURES. xyxy=(165,568,256,578)
article-headline: THE BALKAN WAR xyxy=(576,30,673,41)
press-credit: (Received 8.10 a.m.) xyxy=(457,700,516,709)
section-rule xyxy=(294,757,403,758)
dateline: London, November 24. xyxy=(442,592,511,602)
article-paragraph: Every important member of the Committee of Union and Progress will soon be under lock and key. xyxy=(698,622,827,649)
article-paragraph: The wounded from Monastir describe the battle as the most severe of the war. xyxy=(560,309,689,327)
article-paragraph: The Bulgarian plenipotentiaries arrive to-day. Additional delegates have been appointed for the armistice proposals. xyxy=(698,93,827,120)
dateline: Sydney, November 24. xyxy=(718,690,786,700)
article-paragraph: Margaret Nimmo, a suffragette, has been sentenced to three months' imprisonment for pouring phosphorus in a letter-box at Liverpool. xyxy=(422,416,552,451)
article-subheading: THE POWERS CO-OPERATING. xyxy=(566,949,683,958)
dateline: Constantinople, November 24. xyxy=(718,63,809,73)
article-subheading: TURKEY'S ARMY OF RECRUITS. xyxy=(563,1481,686,1491)
article-headline: RIFLE-SHOOTING. xyxy=(854,919,948,931)
article-headline: AMUSEMENTS. xyxy=(171,557,250,569)
article-paragraph: A suffragette was ejected for interrupting the National Liberal Conference at Nottingham. xyxy=(422,388,551,415)
article-paragraph: The Prime Minister and Mr. W. Fraser (Minister of Public Works), will not be able to visit Egmont until after the Christmas holidays, states the 'Argus.' xyxy=(8,142,137,177)
press-credit: (By Electric Telegraph.—Copyright.) (United Press Association.) (Received 8.45 a.m.) xyxy=(837,53,965,70)
section-divider xyxy=(422,455,551,458)
section-rule xyxy=(294,703,403,704)
article-paragraph: A sad fatality occurred at the Waipu factory about 5 p.m. on Saturday afternoon as a result of which the three-year-old daughter of Mr. Cochrane, factory manager, lost her life. By some means the little one got entangled in the shaft of the refrigerating machinery, and was choked against a lever. The humping drew the factory hands' attention and the machinery was at once stopped, and the child released. Dr. Home was at once telephoned for, but the injured girl died shortly after his arrival, about an hour after the accident. An inquest is being held to-day, states the News. xyxy=(284,1073,413,1204)
